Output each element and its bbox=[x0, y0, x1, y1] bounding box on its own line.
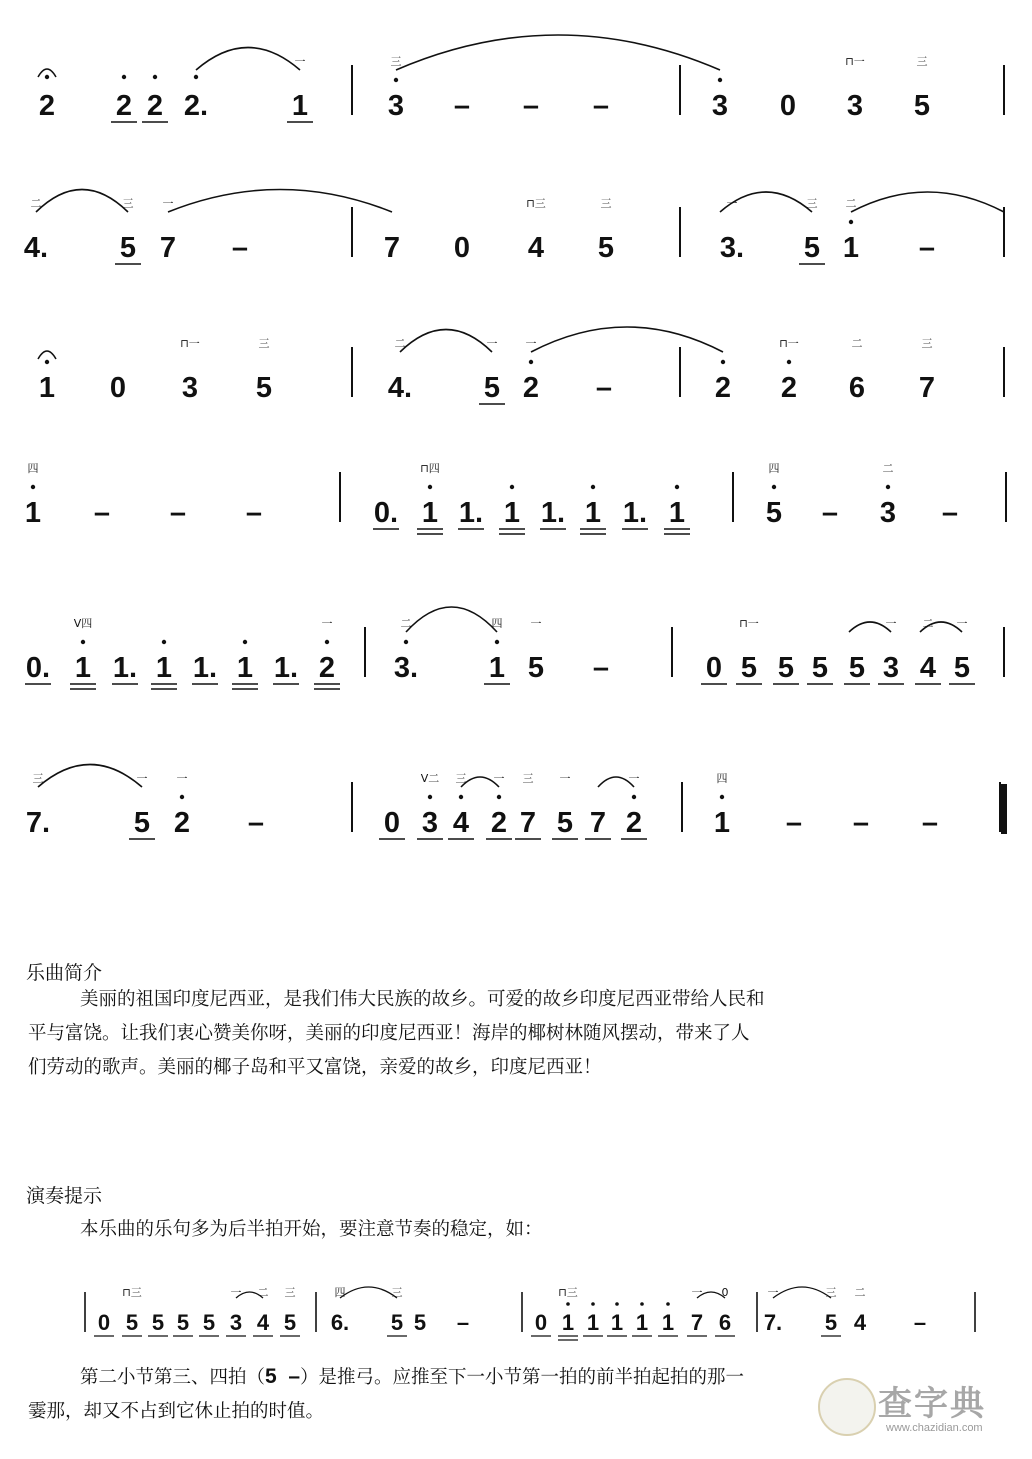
note: 2. bbox=[183, 90, 209, 122]
fingering-mark: 二 bbox=[394, 337, 406, 350]
note: 6. bbox=[330, 1310, 350, 1335]
fingering-mark: 一 bbox=[321, 617, 333, 630]
note: 0. bbox=[373, 497, 399, 529]
watermark bbox=[814, 1372, 1004, 1446]
note: 1. bbox=[192, 652, 218, 684]
fingering-mark: 0 bbox=[721, 1286, 729, 1299]
octave-dot-above bbox=[615, 1302, 619, 1306]
note: 4 bbox=[452, 807, 470, 839]
octave-dot-above bbox=[529, 360, 533, 364]
dash-mark: – bbox=[453, 90, 471, 122]
octave-dot-above bbox=[632, 795, 636, 799]
note: 7 bbox=[159, 232, 177, 264]
fingering-mark: 三 bbox=[600, 197, 612, 210]
octave-dot-above bbox=[720, 795, 724, 799]
octave-dot-above bbox=[81, 640, 85, 644]
note: 5 bbox=[133, 807, 151, 839]
tips-heading: 演奏提示 bbox=[26, 1185, 103, 1207]
slur-arc bbox=[531, 327, 723, 352]
note: 3. bbox=[393, 652, 419, 684]
octave-dot-above bbox=[886, 485, 890, 489]
fingering-mark: 三 bbox=[916, 55, 928, 68]
dash-mark: – bbox=[522, 90, 540, 122]
slur-arc bbox=[851, 192, 1004, 212]
tips-line2-prefix: 第二小节第三、四拍（ bbox=[80, 1367, 266, 1388]
note: 0. bbox=[25, 652, 51, 684]
fingering-mark: 三 bbox=[32, 772, 44, 785]
octave-dot-above bbox=[325, 640, 329, 644]
final-barline bbox=[1001, 784, 1007, 834]
dash-mark: – bbox=[852, 807, 870, 839]
octave-dot-above bbox=[428, 485, 432, 489]
octave-dot-above bbox=[721, 360, 725, 364]
slur-arc bbox=[340, 1287, 397, 1298]
note: 6 bbox=[848, 372, 866, 404]
note: 1 bbox=[561, 1310, 575, 1335]
octave-dot-above bbox=[591, 1302, 595, 1306]
fingering-mark: 三 bbox=[921, 337, 933, 350]
fingering-mark: ⊓一 bbox=[180, 337, 200, 350]
note: 0 bbox=[383, 807, 401, 839]
note: 1 bbox=[503, 497, 521, 529]
note: 1. bbox=[540, 497, 566, 529]
fingering-mark: 二 bbox=[257, 1286, 269, 1299]
fingering-mark: 三 bbox=[391, 1286, 403, 1299]
fingering-mark: 二 bbox=[922, 617, 934, 630]
fingering-mark: 二 bbox=[882, 462, 894, 475]
note: 2 bbox=[318, 652, 336, 684]
note: 4 bbox=[853, 1310, 867, 1335]
fingering-mark: 一 bbox=[136, 772, 148, 785]
octave-dot-above bbox=[787, 360, 791, 364]
note: 0 bbox=[109, 372, 127, 404]
fingering-mark: 三 bbox=[806, 197, 818, 210]
fingering-mark: 三 bbox=[455, 772, 467, 785]
intro-line: 美丽的祖国印度尼西亚，是我们伟大民族的故乡。可爱的故乡印度尼西亚带给人民和 bbox=[80, 989, 765, 1010]
note: 5 bbox=[740, 652, 758, 684]
note: 5 bbox=[556, 807, 574, 839]
note: 1 bbox=[421, 497, 439, 529]
note: 1 bbox=[661, 1310, 675, 1335]
note: 2 bbox=[625, 807, 643, 839]
octave-dot-above bbox=[640, 1302, 644, 1306]
note: 1 bbox=[291, 90, 309, 122]
note: 4. bbox=[23, 232, 49, 264]
note: 0 bbox=[97, 1310, 111, 1335]
fingering-mark: 二 bbox=[854, 1286, 866, 1299]
note: 6 bbox=[718, 1310, 732, 1335]
fingering-mark: 二 bbox=[851, 337, 863, 350]
fingering-mark: 一 bbox=[726, 197, 738, 210]
dash-mark: – bbox=[247, 807, 265, 839]
note: 1 bbox=[635, 1310, 649, 1335]
fingering-mark: 四 bbox=[768, 462, 780, 475]
fingering-mark: 三 bbox=[825, 1286, 837, 1299]
octave-dot-above bbox=[243, 640, 247, 644]
note: 1 bbox=[584, 497, 602, 529]
fingering-mark: ⊓三 bbox=[122, 1286, 142, 1299]
note: 4 bbox=[919, 652, 937, 684]
fermata-arc bbox=[38, 351, 56, 359]
fingering-mark: ⊓四 bbox=[420, 462, 440, 475]
octave-dot-above bbox=[428, 795, 432, 799]
tips-line3: 霎那，却又不占到它休止拍的时值。 bbox=[28, 1401, 325, 1422]
dash-mark: – bbox=[913, 1310, 927, 1335]
octave-dot-above bbox=[566, 1302, 570, 1306]
note: 7 bbox=[589, 807, 607, 839]
fingering-mark: 一 bbox=[559, 772, 571, 785]
note: 3 bbox=[181, 372, 199, 404]
note: 3 bbox=[882, 652, 900, 684]
fingering-mark: 一 bbox=[486, 337, 498, 350]
fingering-mark: 一 bbox=[691, 1286, 703, 1299]
tips-line2-suffix: ）是推弓。应推至下一小节第一拍的前半拍起拍的那一 bbox=[300, 1367, 745, 1388]
note: 5 bbox=[527, 652, 545, 684]
octave-dot-above bbox=[718, 78, 722, 82]
fingering-mark: 二 bbox=[400, 617, 412, 630]
dash-mark: – bbox=[941, 497, 959, 529]
octave-dot-above bbox=[194, 75, 198, 79]
note: 2 bbox=[522, 372, 540, 404]
note: 5 bbox=[413, 1310, 427, 1335]
fingering-mark: 二 bbox=[30, 197, 42, 210]
note: 5 bbox=[848, 652, 866, 684]
note: 1 bbox=[38, 372, 56, 404]
dash-mark: – bbox=[918, 232, 936, 264]
note: 4. bbox=[387, 372, 413, 404]
fingering-mark: 四 bbox=[491, 617, 503, 630]
note: 2 bbox=[714, 372, 732, 404]
octave-dot-above bbox=[591, 485, 595, 489]
note: 1 bbox=[74, 652, 92, 684]
note: 4 bbox=[256, 1310, 270, 1335]
note: 5 bbox=[913, 90, 931, 122]
dash-mark: – bbox=[231, 232, 249, 264]
octave-dot-above bbox=[849, 220, 853, 224]
note: 2 bbox=[146, 90, 164, 122]
dash-mark: – bbox=[821, 497, 839, 529]
note: 1. bbox=[458, 497, 484, 529]
dash-mark: – bbox=[245, 497, 263, 529]
octave-dot-above bbox=[162, 640, 166, 644]
owl-logo-icon bbox=[818, 1378, 876, 1436]
slur-arc bbox=[773, 1287, 831, 1298]
dash-mark: – bbox=[592, 90, 610, 122]
fingering-mark: 一 bbox=[956, 617, 968, 630]
fingering-mark: ⊓一 bbox=[779, 337, 799, 350]
slur-arc bbox=[38, 765, 142, 788]
note: 5 bbox=[953, 652, 971, 684]
fingering-mark: V四 bbox=[73, 617, 93, 630]
fingering-mark: 一 bbox=[530, 617, 542, 630]
note: 7. bbox=[25, 807, 51, 839]
octave-dot-above bbox=[180, 795, 184, 799]
fingering-mark: 一 bbox=[230, 1286, 242, 1299]
fingering-mark: 一 bbox=[493, 772, 505, 785]
fingering-mark: 一 bbox=[885, 617, 897, 630]
note: 2 bbox=[490, 807, 508, 839]
octave-dot-above bbox=[497, 795, 501, 799]
fingering-mark: 一 bbox=[162, 197, 174, 210]
intro-heading: 乐曲简介 bbox=[26, 962, 103, 984]
note: 3 bbox=[846, 90, 864, 122]
note: 1. bbox=[112, 652, 138, 684]
fingering-mark: 四 bbox=[27, 462, 39, 475]
tips-inline-notes: 5 – bbox=[265, 1365, 301, 1388]
octave-dot-above bbox=[45, 75, 49, 79]
fingering-mark: ⊓一 bbox=[845, 55, 865, 68]
note: 2 bbox=[780, 372, 798, 404]
note: 0 bbox=[705, 652, 723, 684]
note: 2 bbox=[38, 90, 56, 122]
octave-dot-above bbox=[666, 1302, 670, 1306]
fingering-mark: 一 bbox=[767, 1286, 779, 1299]
tips-line1: 本乐曲的乐句多为后半拍开始，要注意节奏的稳定，如： bbox=[80, 1219, 543, 1240]
dash-mark: – bbox=[595, 372, 613, 404]
note: 5 bbox=[765, 497, 783, 529]
fingering-mark: 二 bbox=[845, 197, 857, 210]
note: 1 bbox=[488, 652, 506, 684]
fingering-mark: 四 bbox=[716, 772, 728, 785]
note: 0 bbox=[779, 90, 797, 122]
note: 1. bbox=[622, 497, 648, 529]
note: 3 bbox=[229, 1310, 243, 1335]
slur-arc bbox=[400, 330, 492, 353]
intro-line: 们劳动的歌声。美丽的椰子岛和平又富饶，亲爱的故乡，印度尼西亚！ bbox=[28, 1057, 602, 1078]
watermark-title: 查字典 bbox=[878, 1384, 986, 1424]
watermark-url: www.chazidian.com bbox=[886, 1422, 983, 1434]
note: 3 bbox=[387, 90, 405, 122]
note: 5 bbox=[283, 1310, 297, 1335]
fingering-mark: 四 bbox=[334, 1286, 346, 1299]
octave-dot-above bbox=[459, 795, 463, 799]
octave-dot-above bbox=[510, 485, 514, 489]
fingering-mark: 三 bbox=[522, 772, 534, 785]
note: 5 bbox=[125, 1310, 139, 1335]
note: 1 bbox=[24, 497, 42, 529]
note: 0 bbox=[453, 232, 471, 264]
note: 5 bbox=[119, 232, 137, 264]
slur-arc bbox=[396, 35, 720, 70]
note: 2 bbox=[173, 807, 191, 839]
slur-arc bbox=[406, 607, 497, 632]
fingering-mark: ⊓三 bbox=[558, 1286, 578, 1299]
dash-mark: – bbox=[921, 807, 939, 839]
fingering-mark: 三 bbox=[122, 197, 134, 210]
fingering-mark: ⊓一 bbox=[739, 617, 759, 630]
note: 5 bbox=[151, 1310, 165, 1335]
note: 1 bbox=[842, 232, 860, 264]
note: 1. bbox=[273, 652, 299, 684]
note: 1 bbox=[236, 652, 254, 684]
octave-dot-above bbox=[394, 78, 398, 82]
octave-dot-above bbox=[31, 485, 35, 489]
fingering-mark: ⊓三 bbox=[526, 197, 546, 210]
note: 3 bbox=[421, 807, 439, 839]
note: 5 bbox=[597, 232, 615, 264]
note: 4 bbox=[527, 232, 545, 264]
note: 1 bbox=[668, 497, 686, 529]
fingering-mark: 三 bbox=[390, 55, 402, 68]
fingering-mark: 一 bbox=[628, 772, 640, 785]
note: 7 bbox=[383, 232, 401, 264]
note: 1 bbox=[586, 1310, 600, 1335]
note: 1 bbox=[713, 807, 731, 839]
fingering-mark: 一 bbox=[525, 337, 537, 350]
note: 3 bbox=[879, 497, 897, 529]
note: 5 bbox=[255, 372, 273, 404]
slur-arc bbox=[168, 190, 392, 213]
dash-mark: – bbox=[785, 807, 803, 839]
dash-mark: – bbox=[169, 497, 187, 529]
fingering-mark: 三 bbox=[284, 1286, 296, 1299]
fingering-mark: 三 bbox=[258, 337, 270, 350]
slur-arc bbox=[196, 48, 300, 71]
note: 5 bbox=[824, 1310, 838, 1335]
fingering-mark: 一 bbox=[176, 772, 188, 785]
note: 1 bbox=[610, 1310, 624, 1335]
note: 0 bbox=[534, 1310, 548, 1335]
fingering-mark: V二 bbox=[420, 772, 440, 785]
tips-line2 bbox=[80, 1360, 744, 1395]
note: 7. bbox=[763, 1310, 783, 1335]
octave-dot-above bbox=[404, 640, 408, 644]
octave-dot-above bbox=[45, 360, 49, 364]
intro-line: 平与富饶。让我们衷心赞美你呀，美丽的印度尼西亚！海岸的椰树林随风摆动，带来了人 bbox=[28, 1023, 750, 1044]
note: 5 bbox=[176, 1310, 190, 1335]
slur-arc bbox=[36, 190, 128, 213]
note: 5 bbox=[483, 372, 501, 404]
note: 5 bbox=[811, 652, 829, 684]
dash-mark: – bbox=[592, 652, 610, 684]
octave-dot-above bbox=[495, 640, 499, 644]
intro-paragraph bbox=[28, 983, 1018, 1085]
note: 3. bbox=[719, 232, 745, 264]
octave-dot-above bbox=[122, 75, 126, 79]
note: 5 bbox=[390, 1310, 404, 1335]
octave-dot-above bbox=[153, 75, 157, 79]
note: 1 bbox=[155, 652, 173, 684]
note: 5 bbox=[803, 232, 821, 264]
note: 5 bbox=[777, 652, 795, 684]
note: 3 bbox=[711, 90, 729, 122]
dash-mark: – bbox=[93, 497, 111, 529]
octave-dot-above bbox=[772, 485, 776, 489]
blank-patch bbox=[528, 940, 616, 958]
fingering-mark: 一 bbox=[294, 55, 306, 68]
note: 7 bbox=[690, 1310, 704, 1335]
octave-dot-above bbox=[675, 485, 679, 489]
note: 7 bbox=[519, 807, 537, 839]
note: 2 bbox=[115, 90, 133, 122]
note: 7 bbox=[918, 372, 936, 404]
note: 5 bbox=[202, 1310, 216, 1335]
dash-mark: – bbox=[456, 1310, 470, 1335]
